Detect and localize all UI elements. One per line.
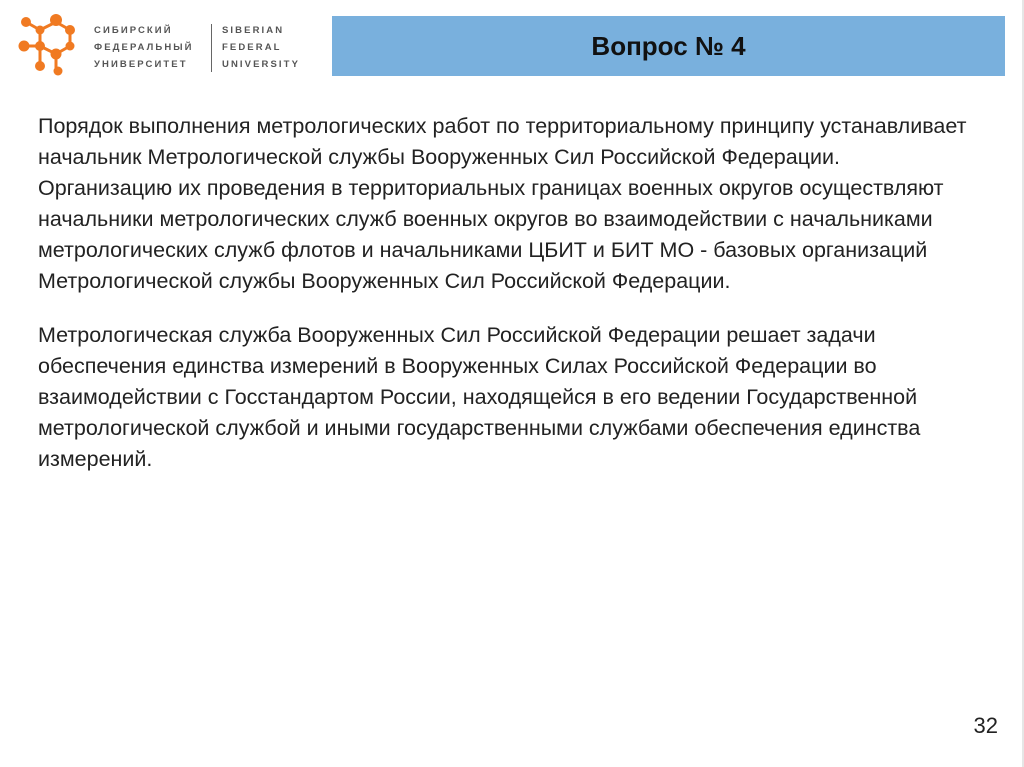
logo-ru-line: СИБИРСКИЙ — [94, 25, 173, 36]
slide-title: Вопрос № 4 — [591, 30, 746, 61]
logo-en-line: FEDERAL — [222, 42, 282, 53]
page-number: 32 — [973, 713, 998, 738]
paragraph-territorial-principle: Порядок выполнения метрологических работ по территориальному принципу устанавливает начальник Метрологической службы Вооруженных Сил Российской Федерации. Организацию их проведения в территориальных границах военных округов осуществляют начальники метрологических служб военных округов во взаимодействии с начальниками метрологических служб флотов и начальниками ЦБИТ и БИТ МО - базовых организаций Метрологической службы Вооруженных Сил Российской Федерации. — [38, 114, 967, 293]
logo-text-russian — [94, 22, 194, 73]
logo-en-line: UNIVERSITY — [222, 59, 301, 70]
logo-divider — [211, 24, 212, 72]
paragraph-metrology-service-tasks: Метрологическая служба Вооруженных Сил Российской Федерации решает задачи обеспечения единства измерений в Вооруженных Силах Российской Федерации во взаимодействии с Госстандартом России, находящейся в его ведении Государственной метрологической службой и иными государственными службами обеспечения единства измерений. — [38, 323, 921, 471]
slide-content — [38, 111, 978, 498]
molecule-logo-icon — [16, 10, 80, 78]
logo-ru-line: УНИВЕРСИТЕТ — [94, 59, 188, 70]
title-bar — [332, 16, 1005, 76]
university-logo — [12, 10, 302, 82]
logo-text-english — [222, 22, 300, 73]
logo-en-line: SIBERIAN — [222, 25, 285, 36]
logo-ru-line: ФЕДЕРАЛЬНЫЙ — [94, 42, 194, 53]
